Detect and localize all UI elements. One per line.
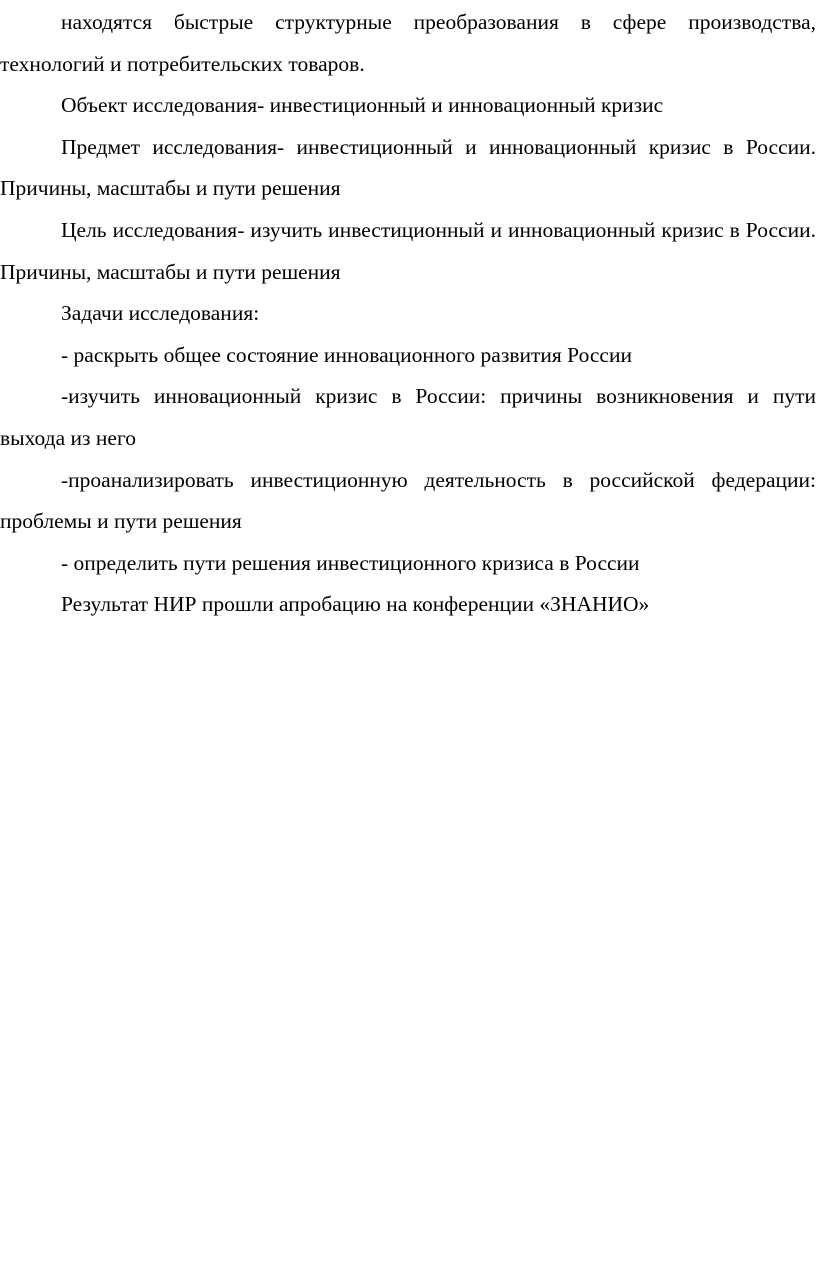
- paragraph-research-result: Результат НИР прошли апробацию на конференции «ЗНАНИО»: [61, 592, 650, 617]
- paragraph-research-goal: Цель исследования- изучить инвестиционный и инновационный кризис в России. Причины, масштабы и пути решения: [0, 217, 816, 284]
- paragraph-research-subject: Предмет исследования- инвестиционный и инновационный кризис в России. Причины, масштабы и пути решения: [0, 134, 816, 201]
- list-item-task-4: - определить пути решения инвестиционного кризиса в России: [61, 550, 640, 575]
- paragraph-research-tasks-heading: Задачи исследования:: [61, 301, 260, 326]
- list-item-task-3: -проанализировать инвестиционную деятельность в российской федерации: проблемы и пути решения: [0, 467, 816, 534]
- paragraph-research-object: Объект исследования- инвестиционный и инновационный кризис: [61, 93, 664, 118]
- document-body: [0, 2, 816, 626]
- list-item-task-2: -изучить инновационный кризис в России: причины возникновения и пути выхода из него: [0, 384, 816, 450]
- paragraph-intro-continuation: находятся быстрые структурные преобразования в сфере производства, технологий и потребительских товаров.: [0, 10, 816, 76]
- list-item-task-1: - раскрыть общее состояние инновационного развития России: [61, 342, 632, 367]
